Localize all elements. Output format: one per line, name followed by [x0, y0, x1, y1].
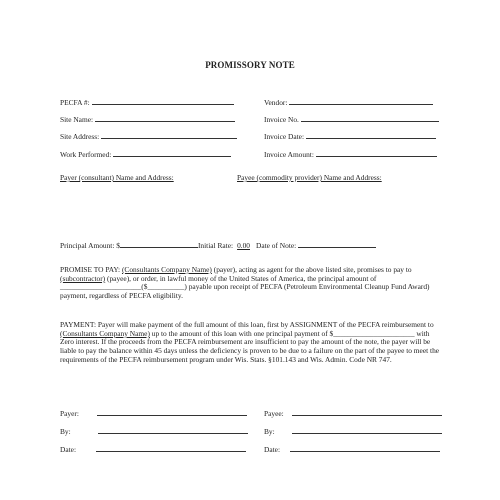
- invoice-date-blank[interactable]: [306, 130, 436, 139]
- date-right-label: Date:: [264, 445, 281, 454]
- by-right-field: [264, 425, 442, 437]
- promise-lead: PROMISE TO PAY:: [60, 265, 122, 274]
- by-left-blank[interactable]: [98, 425, 248, 434]
- by-right-blank[interactable]: [292, 425, 442, 434]
- invoice-no-label: Invoice No.: [264, 115, 299, 124]
- pecfa-blank[interactable]: [92, 96, 234, 105]
- payer-sign-blank[interactable]: [97, 407, 247, 416]
- site-address-label: Site Address:: [60, 132, 100, 141]
- invoice-no-blank[interactable]: [301, 113, 439, 122]
- invoice-amount-field: [264, 148, 437, 160]
- site-name-field: [60, 113, 235, 125]
- pecfa-label: PECFA #:: [60, 98, 90, 107]
- site-address-field: [60, 130, 237, 142]
- promise-dollar: $: [143, 282, 148, 292]
- site-name-label: Site Name:: [60, 115, 94, 124]
- subcontractor-placeholder: (subcontractor): [60, 273, 106, 283]
- payment-blank[interactable]: ______________________: [333, 328, 415, 338]
- date-left-blank[interactable]: [96, 443, 246, 452]
- invoice-no-field: [264, 113, 439, 125]
- promise-text-3: ) payable upon receipt of PECFA (Petroleum Environmental Cleanup Fund Award) payment, regardless of PECFA eligibility.: [60, 282, 430, 301]
- vendor-label: Vendor:: [264, 98, 288, 107]
- pecfa-field: [60, 96, 234, 108]
- payment-text-3: with Zero interest. If the proceeds from the PECFA reimbursement are insufficient to pay the amount of the note, the payer will be liable to pay the balance within 45 days unless the deficiency is proven to be due to a failure on the part of the payee to meet the requirements of the PECFA reimbursement program under Wis. Stats. §101.143 and Wis. Admin. Code NR 747.: [60, 328, 440, 364]
- site-name-blank[interactable]: [95, 113, 235, 122]
- initial-rate-value: 0.00: [237, 241, 250, 250]
- work-performed-blank[interactable]: [113, 148, 231, 157]
- date-of-note-label: Date of Note:: [256, 241, 297, 250]
- date-right-blank[interactable]: [290, 443, 440, 452]
- date-right-field: [264, 443, 440, 455]
- work-performed-field: [60, 148, 231, 160]
- principal-amount-blank[interactable]: [120, 239, 198, 248]
- date-of-note-blank[interactable]: [298, 239, 376, 248]
- promise-to-pay-paragraph: [60, 266, 444, 301]
- payment-text-2: up to the amount of this loan with one principal payment of $: [149, 328, 334, 338]
- payee-heading: Payee (commodity provider) Name and Address:: [237, 173, 382, 182]
- vendor-blank[interactable]: [289, 96, 433, 105]
- promise-text-1: (payer), acting as agent for the above listed site, promises to pay to: [211, 265, 412, 274]
- invoice-amount-label: Invoice Amount:: [264, 150, 314, 159]
- site-address-blank[interactable]: [101, 130, 237, 139]
- payee-signature-field: [264, 407, 442, 419]
- payer-signature-field: [60, 407, 247, 419]
- initial-rate-label: Initial Rate:: [197, 241, 234, 250]
- by-right-label: By:: [264, 427, 275, 436]
- payee-sign-blank[interactable]: [292, 407, 442, 416]
- by-left-label: By:: [60, 427, 71, 436]
- promise-blank-1[interactable]: ______________________(: [60, 282, 144, 292]
- vendor-field: [264, 96, 433, 108]
- promise-text-2: (payee), or order, in lawful money of the United States of America, the principal amount of: [105, 273, 377, 283]
- payment-paragraph: [60, 321, 444, 365]
- invoice-amount-blank[interactable]: [316, 148, 437, 157]
- date-left-label: Date:: [60, 445, 77, 454]
- promise-blank-2[interactable]: __________: [147, 282, 185, 292]
- work-performed-label: Work Performed:: [60, 150, 112, 159]
- by-left-field: [60, 425, 248, 437]
- payment-consultant-placeholder: (Consultants Company Name): [60, 328, 150, 338]
- document-title: PROMISSORY NOTE: [205, 60, 295, 70]
- amounts-row: [60, 239, 376, 251]
- invoice-date-field: [264, 130, 436, 142]
- payer-sign-label: Payer:: [60, 409, 79, 418]
- payer-heading: Payer (consultant) Name and Address:: [60, 173, 174, 182]
- payee-sign-label: Payee:: [264, 409, 284, 418]
- consultant-placeholder: (Consultants Company Name): [121, 265, 212, 274]
- payment-text-1: PAYMENT: Payer will make payment of the full amount of this loan, first by ASSIGNMENT of the PECFA reimbursement to: [60, 320, 434, 329]
- date-left-field: [60, 443, 246, 455]
- invoice-date-label: Invoice Date:: [264, 132, 305, 141]
- principal-amount-label: Principal Amount: $: [60, 241, 120, 250]
